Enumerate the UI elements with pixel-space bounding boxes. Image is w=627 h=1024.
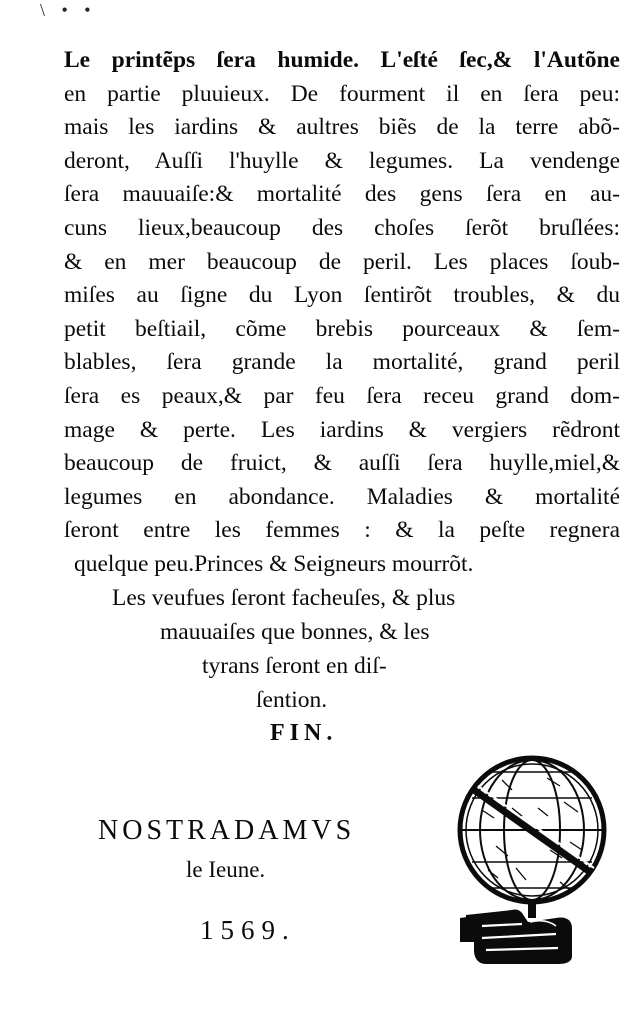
author-subtitle: le Ieune. xyxy=(186,857,266,882)
text-line: Le printẽps ſera humide. L'eſté ſec,& l'Autõne xyxy=(64,47,620,73)
text-line: legumes en abondance. Maladies & mortalité xyxy=(64,483,620,510)
tail-line: ſention. xyxy=(256,687,328,713)
text-line: ſera mauuaiſe:& mortalité des gens ſera en au- xyxy=(64,181,620,208)
publication-year: 1569. xyxy=(200,915,296,945)
tail-line: Les veufues ſeront facheuſes, & plus xyxy=(112,585,456,611)
text-line: en partie pluuieux. De fourment il en ſera peu: xyxy=(64,80,620,107)
text-line: mage & perte. Les iardins & vergiers rẽdront xyxy=(64,416,620,443)
text-line: mais les iardins & aultres biẽs de la terre abõ- xyxy=(64,114,620,141)
corner-marks: \ • • xyxy=(40,0,97,20)
globe-held-by-hand-icon xyxy=(452,750,617,965)
text-line: blables, ſera grande la mortalité, grand peril xyxy=(64,349,620,376)
text-line: ſera es peaux,& par feu ſera receu grand dom- xyxy=(64,382,620,409)
prognostication-paragraph xyxy=(64,44,620,548)
tail-line: tyrans ſeront en diſ- xyxy=(202,653,387,679)
text-line: ſeront entre les femmes : & la peſte regnera xyxy=(64,517,620,544)
fin-mark: FIN. xyxy=(270,720,338,746)
text-line: beaucoup de fruict, & auſſi ſera huylle,miel,& xyxy=(64,450,620,477)
text-line: deront, Auſſi l'huylle & legumes. La vendenge xyxy=(64,147,620,174)
text-line: miſes au ſigne du Lyon ſentirõt troubles, & du xyxy=(64,282,620,309)
text-line: cuns lieux,beaucoup des choſes ſerõt bruſlées: xyxy=(64,214,620,241)
tail-line: mauuaiſes que bonnes, & les xyxy=(160,619,430,645)
text-line: petit beſtiail, cõme brebis pourceaux & ſem- xyxy=(64,315,620,342)
text-line: & en mer beaucoup de peril. Les places ſoub- xyxy=(64,248,620,275)
tail-line: quelque peu.Princes & Seigneurs mourrõt. xyxy=(74,551,474,577)
author-name: NOSTRADAMVS xyxy=(98,815,356,846)
